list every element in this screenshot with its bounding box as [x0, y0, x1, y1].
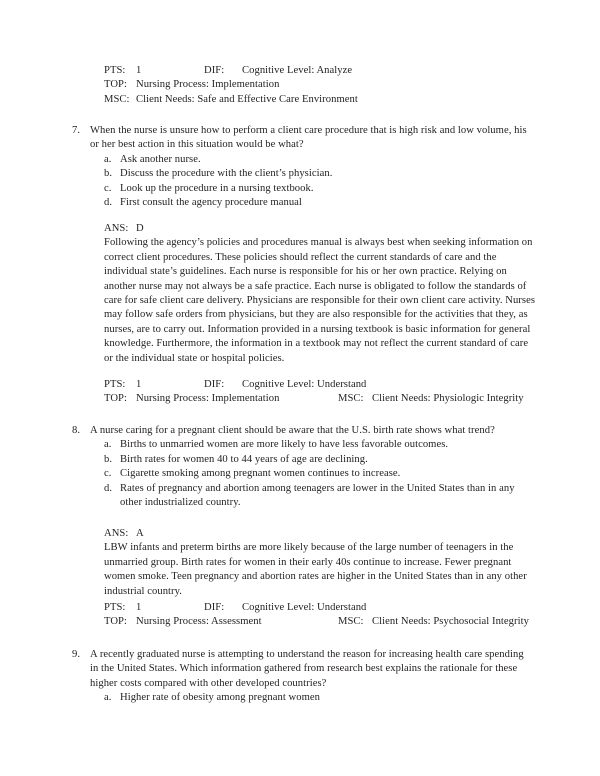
answer-block-7 — [104, 222, 536, 366]
option-b[interactable] — [72, 453, 534, 467]
top-label: TOP: — [104, 393, 127, 405]
option-d[interactable] — [72, 482, 534, 511]
top-label: TOP: — [104, 616, 127, 628]
question-7-head — [72, 124, 534, 153]
pts-label: PTS: — [104, 602, 126, 613]
option-c[interactable] — [72, 467, 534, 481]
dif-label: DIF: — [204, 379, 225, 390]
option-d-text: Rates of pregnancy and abortion among teenagers are lower in the United States than in any other industrialized country. — [120, 482, 515, 509]
option-d[interactable] — [72, 196, 534, 210]
option-c-letter: c. — [104, 468, 112, 480]
option-b-letter: b. — [104, 453, 113, 465]
answer-7-label: ANS: — [104, 223, 129, 234]
top-label: TOP: — [104, 79, 127, 91]
option-a[interactable] — [72, 438, 534, 452]
top-value: Nursing Process: Assessment — [136, 616, 262, 628]
question-7 — [72, 124, 534, 210]
msc-label: MSC: — [338, 616, 364, 628]
msc-value: Client Needs: Physiologic Integrity — [372, 393, 524, 405]
question-9-options — [72, 691, 534, 705]
pts-value: 1 — [136, 379, 142, 390]
answer-8-label: ANS: — [104, 528, 129, 539]
option-d-text: First consult the agency procedure manual — [120, 197, 302, 209]
meta-line-top — [104, 78, 544, 92]
dif-value: Cognitive Level: Analyze — [242, 65, 353, 76]
pts-label: PTS: — [104, 379, 126, 390]
pts-label: PTS: — [104, 65, 126, 76]
top-value: Nursing Process: Implementation — [136, 79, 280, 91]
msc-value: Client Needs: Safe and Effective Care Environment — [136, 93, 358, 105]
answer-8-line — [104, 527, 536, 541]
option-c-text: Cigarette smoking among pregnant women continues to increase. — [120, 468, 401, 480]
option-b-text: Discuss the procedure with the client’s physician. — [120, 168, 333, 180]
dif-label: DIF: — [204, 65, 225, 76]
meta-block-8 — [104, 601, 544, 630]
pts-value: 1 — [136, 602, 142, 613]
option-b-text: Birth rates for women 40 to 44 years of age are declining. — [120, 453, 368, 465]
option-a[interactable] — [72, 153, 534, 167]
option-a-letter: a. — [104, 153, 112, 165]
msc-label: MSC: — [338, 393, 364, 405]
msc-label: MSC: — [104, 93, 130, 105]
question-9-head — [72, 648, 534, 691]
meta-line-msc — [104, 93, 544, 107]
answer-block-8 — [104, 527, 536, 599]
question-7-options — [72, 153, 534, 211]
question-7-number: 7. — [72, 125, 81, 136]
pts-value: 1 — [136, 65, 142, 76]
dif-value: Cognitive Level: Understand — [242, 379, 367, 390]
meta-8-line-pts-dif — [104, 601, 544, 615]
meta-7-line-top-msc — [104, 392, 544, 406]
question-9-number: 9. — [72, 649, 81, 660]
question-8 — [72, 424, 534, 510]
meta-8-line-top-msc — [104, 615, 544, 629]
option-a-text: Higher rate of obesity among pregnant women — [120, 692, 320, 704]
question-8-number: 8. — [72, 425, 81, 436]
question-9-stem: A recently graduated nurse is attempting to understand the reason for increasing health care spending in the United States. Which information gathered from research best explains the rationale for these higher costs compared with other developed countries? — [90, 649, 524, 689]
option-a-text: Births to unmarried women are more likely to have less favorable outcomes. — [120, 439, 449, 451]
answer-8-rationale: LBW infants and preterm births are more likely because of the large number of teenagers in the unmarried group. Birth rates for women in their early 40s continue to increase. Fewer pregnant women smoke. Teen pregnancy and abortion rates are higher in the United States than in any other industrial country. — [104, 542, 527, 597]
question-7-stem: When the nurse is unsure how to perform a client care procedure that is high risk and low volume, his or her best action in this situation would be what? — [90, 125, 527, 151]
answer-7-value: D — [136, 223, 144, 234]
question-8-head — [72, 424, 534, 438]
meta-line-pts-dif — [104, 64, 544, 78]
answer-7-rationale: Following the agency’s policies and procedures manual is always best when seeking information on correct client procedures. These policies should reflect the current standards of care and the individual state’s guidelines. Each nurse is responsible for his or her own practice. Relying on another nurse may not always be a safe practice. Each nurse is obligated to follow the standards of care for safe client care delivery. Physicians are responsible for their own client care activity. Nurses may follow safe orders from physicians, but they are also responsible for the activities that they, as nurses, are to carry out. Information provided in a nursing textbook is basic information for general knowledge. Furthermore, the information in a textbook may not reflect the current standard of care or the individual state or hospital policies. — [104, 237, 535, 364]
option-a-letter: a. — [104, 439, 112, 451]
option-c-text: Look up the procedure in a nursing textbook. — [120, 182, 314, 194]
option-a-letter: a. — [104, 692, 112, 704]
question-8-stem: A nurse caring for a pregnant client should be aware that the U.S. birth rate shows what trend? — [90, 425, 495, 436]
dif-value: Cognitive Level: Understand — [242, 602, 367, 613]
meta-block-top — [104, 64, 544, 107]
option-a-text: Ask another nurse. — [120, 153, 201, 165]
option-c[interactable] — [72, 182, 534, 196]
meta-block-7 — [104, 378, 544, 407]
msc-value: Client Needs: Psychosocial Integrity — [372, 616, 529, 628]
question-8-options — [72, 438, 534, 510]
answer-8-value: A — [136, 528, 144, 539]
dif-label: DIF: — [204, 602, 225, 613]
top-value: Nursing Process: Implementation — [136, 393, 280, 405]
option-b-letter: b. — [104, 168, 113, 180]
option-a[interactable] — [72, 691, 534, 705]
question-9 — [72, 648, 534, 706]
option-d-letter: d. — [104, 482, 113, 494]
answer-7-line — [104, 222, 536, 236]
option-d-letter: d. — [104, 197, 113, 209]
option-c-letter: c. — [104, 182, 112, 194]
option-b[interactable] — [72, 167, 534, 181]
meta-7-line-pts-dif — [104, 378, 544, 392]
